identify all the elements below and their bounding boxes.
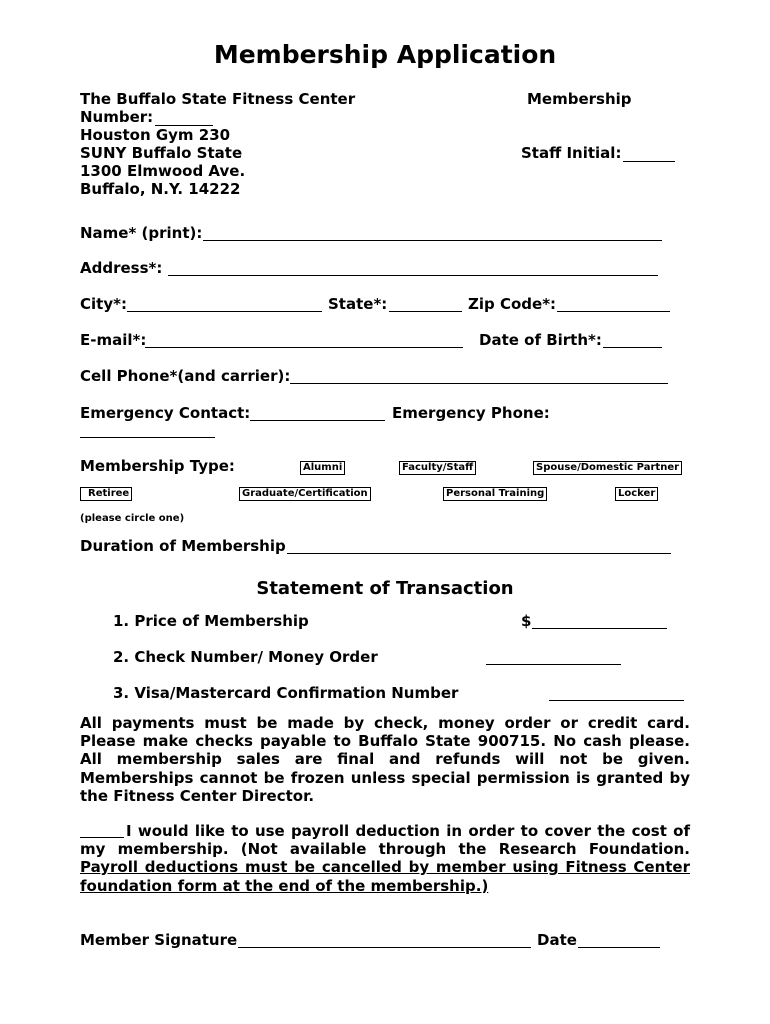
name-field[interactable]	[203, 240, 662, 241]
dob-field[interactable]	[603, 347, 662, 348]
cell-phone-label: Cell Phone*(and carrier):	[80, 367, 291, 385]
address-line-3: 1300 Elmwood Ave.	[80, 162, 246, 180]
page-title: Membership Application	[213, 40, 557, 69]
option-locker[interactable]: Locker	[615, 487, 658, 501]
emergency-phone-label: Emergency Phone:	[392, 404, 550, 422]
payroll-line-4: foundation form at the end of the membership.)	[80, 876, 489, 895]
state-field[interactable]	[389, 311, 462, 312]
cell-phone-field[interactable]	[290, 383, 668, 384]
option-faculty-staff[interactable]: Faculty/Staff	[399, 461, 476, 475]
email-field[interactable]	[145, 347, 463, 348]
option-personal-training[interactable]: Personal Training	[443, 487, 547, 501]
emergency-phone-field[interactable]	[80, 437, 215, 438]
name-label: Name* (print):	[80, 224, 203, 242]
staff-initial-field[interactable]	[623, 161, 675, 162]
transaction-title: Statement of Transaction	[256, 578, 514, 599]
payment-line-4: Memberships cannot be frozen unless special permission is granted by	[80, 768, 690, 787]
check-number-field[interactable]	[486, 664, 621, 665]
address-line-4: Buffalo, N.Y. 14222	[80, 180, 241, 198]
zip-label: Zip Code*:	[468, 295, 557, 313]
option-alumni[interactable]: Alumni	[300, 461, 345, 475]
payroll-line-3: Payroll deductions must be cancelled by member using Fitness Center	[80, 858, 690, 877]
address-field[interactable]	[168, 275, 658, 276]
number-label: Number:	[80, 108, 154, 126]
city-field[interactable]	[127, 311, 322, 312]
email-label: E-mail*:	[80, 331, 147, 349]
duration-field[interactable]	[287, 553, 671, 554]
address-label: Address*:	[80, 259, 163, 277]
dob-label: Date of Birth*:	[479, 331, 602, 349]
card-confirmation-label: 3. Visa/Mastercard Confirmation Number	[113, 684, 459, 702]
state-label: State*:	[328, 295, 388, 313]
address-line-2: SUNY Buffalo State	[80, 144, 243, 162]
check-number-label: 2. Check Number/ Money Order	[113, 648, 378, 666]
zip-field[interactable]	[557, 311, 670, 312]
payroll-line-1: I would like to use payroll deduction in order to cover the cost of	[126, 822, 690, 840]
duration-label: Duration of Membership	[80, 537, 286, 555]
card-confirmation-field[interactable]	[549, 700, 684, 701]
member-signature-field[interactable]	[238, 947, 531, 948]
option-spouse-domestic-partner[interactable]: Spouse/Domestic Partner	[533, 461, 682, 475]
payment-line-1: All payments must be made by check, money order or credit card.	[80, 714, 690, 732]
date-field[interactable]	[578, 947, 660, 948]
member-signature-label: Member Signature	[80, 931, 238, 949]
date-label: Date	[537, 931, 577, 949]
address-line-1: Houston Gym 230	[80, 126, 231, 144]
payroll-line-2: my membership. (Not available through the Research Foundation.	[80, 840, 690, 859]
dollar-sign: $	[521, 612, 532, 630]
membership-label: Membership	[527, 90, 632, 108]
payment-policy-paragraph	[80, 714, 690, 805]
staff-initial-label: Staff Initial:	[521, 144, 622, 162]
payment-line-2: Please make checks payable to Buffalo State 900715. No cash please.	[80, 732, 690, 751]
payroll-paragraph	[80, 822, 690, 895]
membership-type-label: Membership Type:	[80, 457, 235, 475]
payment-line-3: All membership sales are final and refunds will not be given.	[80, 750, 690, 769]
price-label: 1. Price of Membership	[113, 612, 309, 630]
payment-line-5: the Fitness Center Director.	[80, 786, 315, 805]
org-name: The Buffalo State Fitness Center	[80, 90, 356, 108]
option-graduate-certification[interactable]: Graduate/Certification	[239, 487, 371, 501]
option-retiree[interactable]: Retiree	[80, 487, 132, 501]
circle-note: (please circle one)	[80, 513, 185, 524]
price-field[interactable]	[532, 628, 667, 629]
emergency-contact-label: Emergency Contact:	[80, 404, 251, 422]
city-label: City*:	[80, 295, 127, 313]
emergency-contact-field[interactable]	[250, 420, 385, 421]
